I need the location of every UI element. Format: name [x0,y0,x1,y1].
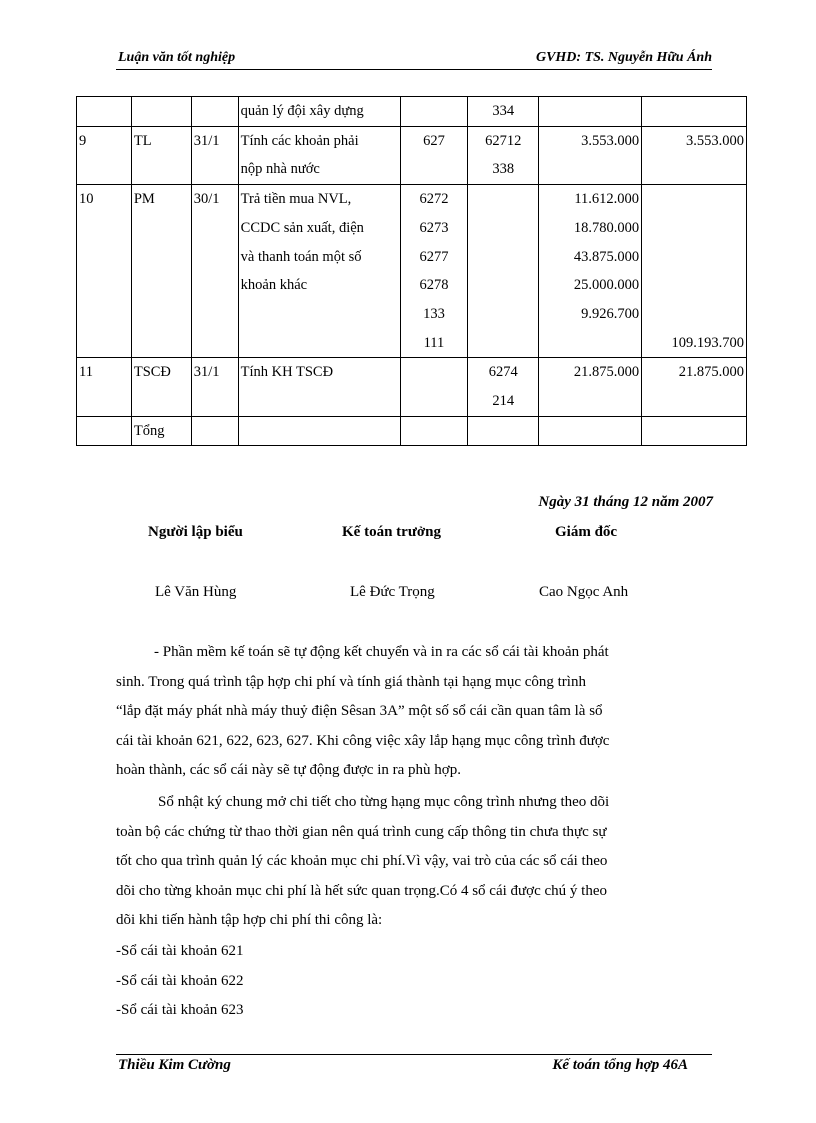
cell-line: 6272 [419,191,449,208]
cell-text: 30/1 [193,191,220,208]
cell-line: 18.780.000 [573,219,640,236]
cell-text [79,97,129,126]
footer-rule [116,1054,712,1055]
cell-text [79,417,129,446]
cell-text [134,97,189,126]
cell-line: 21.875.000 [573,364,640,381]
cell-line: 334 [492,103,515,119]
paragraph-1-line: cái tài khoản 621, 622, 623, 627. Khi công việc xây lắp hạng mục công trình được [116,732,610,749]
cell-line: và thanh toán một số [240,248,362,265]
cell-line [644,155,744,184]
cell-date [191,126,238,184]
cell-date [191,416,238,446]
cell-acc1 [400,185,468,358]
cell-text: 31/1 [193,132,220,149]
cell-line: 3.553.000 [581,132,640,149]
footer-right: Kế toán tổng hợp 46A [552,1057,688,1073]
cell-credit [642,97,747,127]
cell-credit [642,126,747,184]
cell-line [644,387,744,416]
cell-line [470,417,536,446]
cell-line: 3.553.000 [686,132,744,149]
cell-stt [77,185,132,358]
cell-debit [539,97,642,127]
cell-text: Tổng [133,422,165,439]
cell-line: nộp nhà nước [240,161,320,178]
accountant-name: Lê Đức Trọng [350,584,435,600]
cell-line [541,97,639,126]
cell-acc2 [468,126,539,184]
cell-line [541,155,639,184]
cell-line [644,243,744,272]
cell-credit [642,416,747,446]
cell-line: 6273 [419,219,449,236]
paragraph-1-line: sinh. Trong quá trình tập hợp chi phí và tính giá thành tại hạng mục công trình [116,673,586,690]
table-row [77,185,747,358]
cell-code [131,416,191,446]
list-item: -Sổ cái tài khoản 623 [116,1002,244,1018]
cell-line [644,271,744,300]
list-item: -Sổ cái tài khoản 622 [116,972,244,989]
cell-desc [238,97,400,127]
cell-text: TSCĐ [133,364,171,381]
cell-text: 10 [79,191,94,208]
cell-acc1 [400,416,468,446]
cell-line: 6277 [419,248,449,265]
cell-line: 43.875.000 [573,248,640,265]
footer-left: Thiều Kim Cường [118,1057,231,1073]
cell-acc1 [400,126,468,184]
cell-line: 6274 [488,364,518,381]
cell-line: 25.000.000 [573,277,640,294]
cell-line: Tính các khoản phải [240,132,359,149]
cell-text [194,97,236,126]
paragraph-2-line: dõi khi tiến hành tập hợp chi phí thi công là: [116,912,383,928]
cell-text: PM [133,191,155,208]
cell-text: TL [133,132,152,149]
cell-date [191,358,238,416]
cell-acc2 [468,97,539,127]
cell-desc [238,416,400,446]
cell-line [541,417,639,446]
cell-line [403,155,466,184]
cell-line: 133 [423,305,445,322]
cell-stt [77,416,132,446]
cell-line [541,329,639,358]
cell-stt [77,97,132,127]
cell-text [194,417,236,446]
cell-line [541,387,639,416]
cell-line [403,417,466,446]
paragraph-1-line: - Phần mềm kế toán sẽ tự động kết chuyển và in ra các sổ cái tài khoản phát [154,644,609,660]
accountant-title: Kế toán trưởng [342,524,441,540]
cell-date [191,97,238,127]
paragraph-2-line: Sổ nhật ký chung mở chi tiết cho từng hạng mục công trình nhưng theo dõi [158,794,610,810]
director-name: Cao Ngọc Anh [539,584,629,600]
cell-line [241,387,398,416]
cell-text: 9 [79,132,87,149]
paragraph-1-line: “lắp đặt máy phát nhà máy thuỷ điện Sêsan 3A” một số sổ cái cần quan tâm là sổ [116,703,603,719]
cell-line: 6278 [419,277,449,294]
director-title: Giám đốc [555,524,618,540]
cell-credit [642,358,747,416]
cell-line: khoản khác [240,277,308,294]
cell-line [644,300,744,329]
cell-acc1 [400,97,468,127]
cell-line [644,97,744,126]
cell-text: 31/1 [193,364,220,381]
list-item: -Sổ cái tài khoản 621 [116,943,244,959]
cell-line [470,185,536,214]
header-right: GVHD: TS. Nguyễn Hữu Ánh [535,50,712,65]
cell-line [241,329,398,358]
cell-line: 338 [492,161,515,178]
cell-line: 627 [423,132,445,149]
cell-line: CCDC sản xuất, điện [240,219,364,236]
cell-line [644,214,744,243]
header-rule [116,69,712,70]
cell-desc [238,185,400,358]
preparer-title: Người lập biểu [148,524,243,540]
table-row [77,358,747,416]
header-left: Luận văn tốt nghiệp [118,50,236,65]
cell-desc [238,358,400,416]
cell-acc1 [400,358,468,416]
cell-line [241,300,398,329]
cell-line: 62712 [485,132,522,149]
cell-line: Trả tiền mua NVL, [240,191,352,208]
cell-desc [238,126,400,184]
paragraph-2-line: toàn bộ các chứng từ thao thời gian nên quá trình cung cấp thông tin chưa thực sự [116,823,607,840]
cell-credit [642,185,747,358]
cell-code [131,126,191,184]
cell-line: 109.193.700 [671,334,744,351]
cell-stt [77,126,132,184]
cell-date [191,185,238,358]
cell-stt [77,358,132,416]
signoff-date: Ngày 31 tháng 12 năm 2007 [538,494,713,510]
cell-debit [539,126,642,184]
cell-debit [539,185,642,358]
journal-table [76,96,747,446]
table-row [77,97,747,127]
cell-line [403,97,466,126]
cell-line: 21.875.000 [678,364,744,381]
cell-line: 214 [492,393,515,410]
paragraph-2-line: tốt cho qua trình quản lý các khoản mục chi phí.Vì vậy, vai trò của các sổ cái theo [116,853,608,869]
cell-debit [539,358,642,416]
cell-acc2 [468,358,539,416]
cell-line: 9.926.700 [581,305,640,322]
paragraph-1 [116,638,712,786]
cell-code [131,358,191,416]
cell-code [131,185,191,358]
cell-acc2 [468,185,539,358]
cell-text: 11 [79,364,93,381]
table-row [77,126,747,184]
table-row [77,416,747,446]
cell-line: quản lý đội xây dựng [240,103,364,119]
preparer-name: Lê Văn Hùng [155,584,237,600]
cell-debit [539,416,642,446]
cell-line [241,417,398,446]
cell-line [644,417,744,446]
ledger-list [116,937,243,1026]
cell-line: 111 [423,334,445,351]
cell-line [403,358,466,387]
cell-line [644,185,744,214]
cell-line: Tính KH TSCĐ [240,364,334,381]
cell-code [131,97,191,127]
paragraph-2 [116,788,712,936]
paragraph-1-line: hoàn thành, các sổ cái này sẽ tự động được in ra phù hợp. [116,762,461,778]
cell-line: 11.612.000 [574,191,640,208]
paragraph-2-line: dõi cho từng khoản mục chi phí là hết sức quan trọng.Có 4 sổ cái được chú ý theo [116,882,607,899]
cell-acc2 [468,416,539,446]
cell-line [403,387,466,416]
